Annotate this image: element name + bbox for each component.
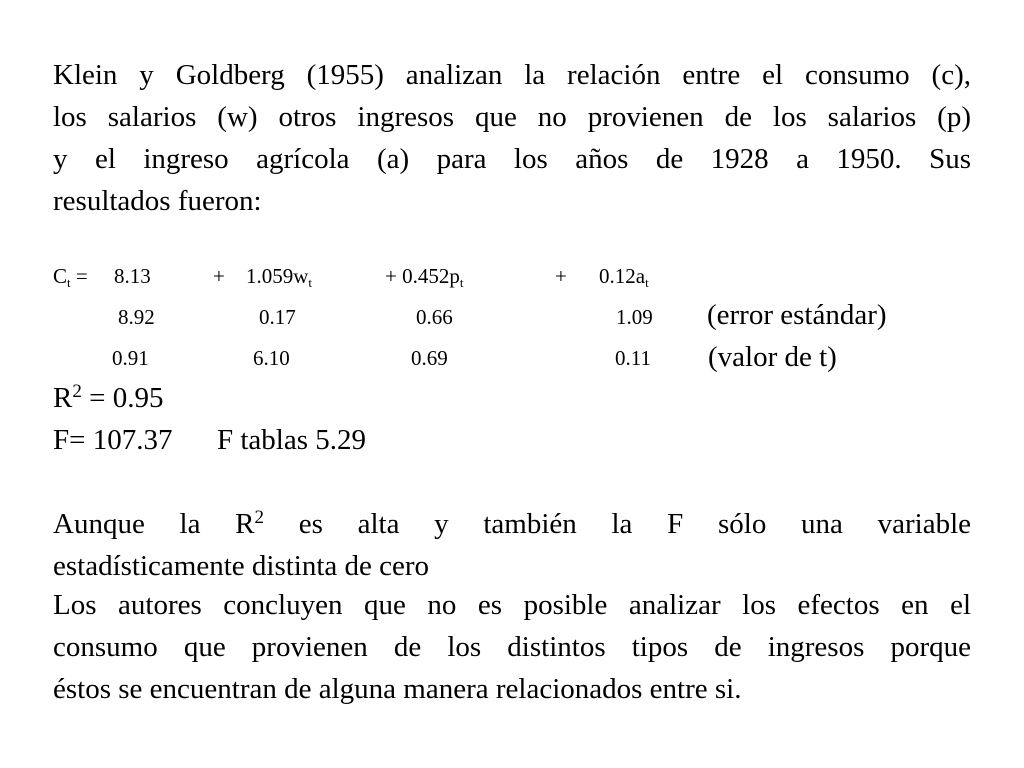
conclusion-2-line-1: Los autores concluyen que no es posible analizar los efectos en el <box>53 589 971 621</box>
equation-term-a: $0.12a_t$ <box>599 264 649 290</box>
std-error-label: (error estándar) <box>707 299 887 331</box>
conclusion-1-line-1: Aunque la $R^2$ es alta y también la F sólo una variable <box>53 507 971 540</box>
conclusion-2-line-2: consumo que provienen de los distintos tipos de ingresos porque <box>53 631 971 663</box>
intro-line-3: y el ingreso agrícola (a) para los años de 1928 a 1950. Sus <box>53 143 971 175</box>
std-error-intercept: 8.92 <box>118 305 155 329</box>
conclusion-paragraph-1 <box>53 503 971 587</box>
conclusion-paragraph-2 <box>53 584 971 710</box>
f-tables: F tablas 5.29 <box>217 424 367 456</box>
std-error-w: 0.17 <box>259 305 296 329</box>
f-statistic: F= 107.37 <box>53 424 173 456</box>
intro-line-4: resultados fueron: <box>53 185 262 217</box>
intro-line-2: los salarios (w) otros ingresos que no provienen de los salarios (p) <box>53 101 971 133</box>
t-value-w: 6.10 <box>253 346 290 370</box>
equation-term-p: + $0.452p_t$ <box>385 264 464 290</box>
std-error-a: 1.09 <box>616 305 653 329</box>
t-value-intercept: 0.91 <box>112 346 149 370</box>
t-value-p: 0.69 <box>411 346 448 370</box>
equation-plus-3: + <box>555 264 567 288</box>
std-error-p: 0.66 <box>416 305 453 329</box>
r-squared: $R^2 = 0.95$ <box>53 381 164 414</box>
equation-plus-1: + <box>213 264 225 288</box>
conclusion-1-line-2: estadísticamente distinta de cero <box>53 550 430 582</box>
t-value-label: (valor de t) <box>708 341 837 373</box>
equation-term-w: $1.059w_t$ <box>246 264 313 290</box>
equation-lhs: $C_t$ = <box>53 264 88 290</box>
intro-line-1: Klein y Goldberg (1955) analizan la relación entre el consumo (c), <box>53 59 971 91</box>
intro-paragraph <box>53 54 971 222</box>
equation-intercept: 8.13 <box>114 264 151 288</box>
t-value-a: 0.11 <box>615 346 651 370</box>
conclusion-2-line-3: éstos se encuentran de alguna manera relacionados entre si. <box>53 673 742 705</box>
